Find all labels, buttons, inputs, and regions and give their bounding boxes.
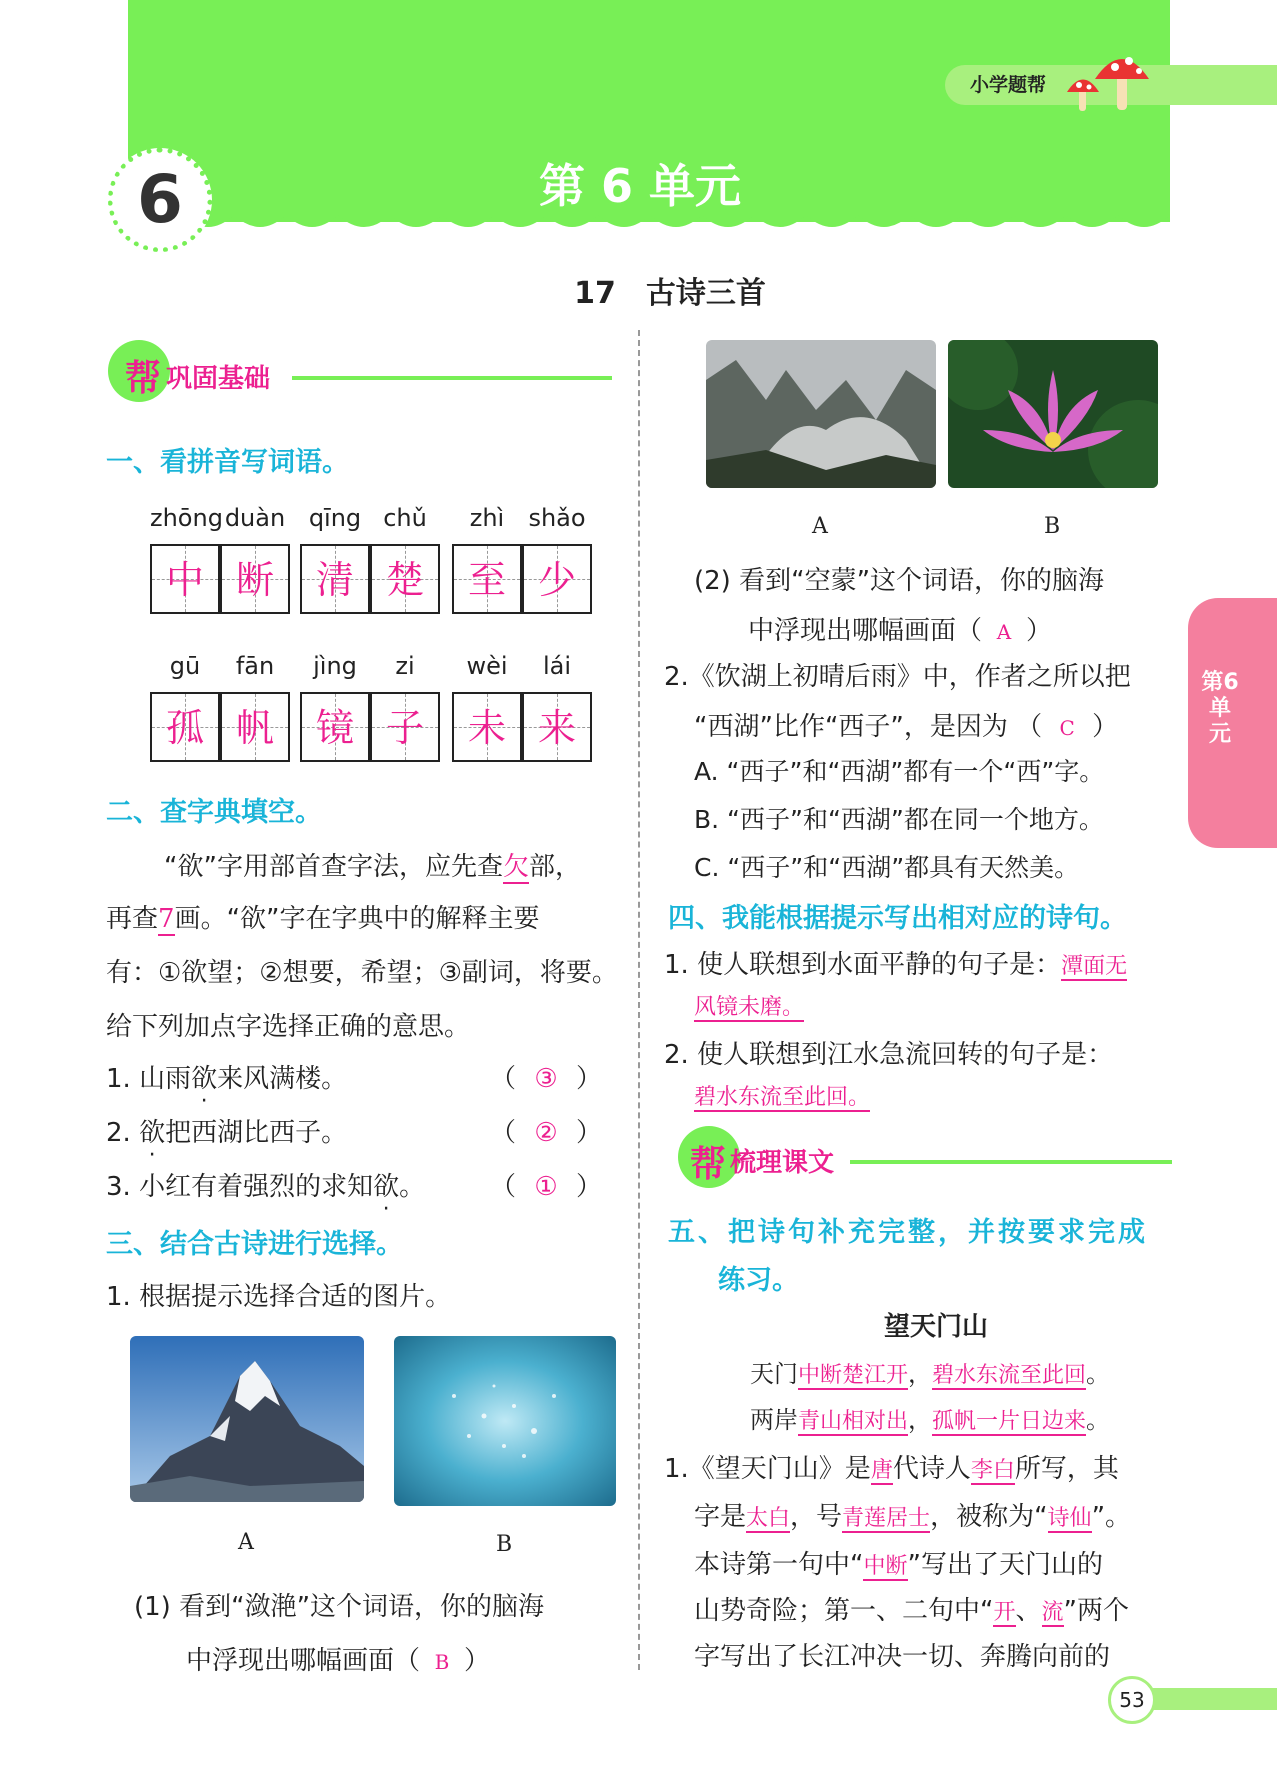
q5-s5: 字写出了长江冲决一切、奔腾向前的 xyxy=(694,1642,1111,1672)
lotus-photo xyxy=(948,340,1158,488)
q2-answer-bracket: （ ① ） xyxy=(490,1172,603,1202)
answer-char: 至 xyxy=(467,558,506,602)
q2-line2: 再查7画。“欲”字在字典中的解释主要 xyxy=(106,904,540,934)
q2-answer-bracket: （ ③ ） xyxy=(490,1064,603,1094)
bang-char: 帮 xyxy=(125,358,162,399)
section-line xyxy=(292,376,612,380)
pinyin-label: zhōng xyxy=(150,504,223,532)
unit-side-tab-text: 第6单元 xyxy=(1201,670,1239,747)
q1-heading: 一、看拼音写词语。 xyxy=(106,447,349,478)
q5-s2: 字是太白，号青莲居士，被称为“诗仙”。 xyxy=(694,1502,1132,1532)
q2-line1: “欲”字用部首查字法，应先查欠部， xyxy=(164,852,581,882)
q2-line3: 有：①欲望；②想要，希望；③副词，将要。 xyxy=(106,958,618,988)
q3-2-line1: (2) 看到“空蒙”这个词语，你的脑海 xyxy=(694,566,1105,596)
answer-zi: 太白 xyxy=(746,1506,791,1531)
section-line-2 xyxy=(850,1160,1172,1164)
q5-s1: 1.《望天门山》是唐代诗人李白所写，其 xyxy=(664,1454,1119,1484)
water-photo xyxy=(394,1336,616,1506)
q2-item: 2. 欲把西湖比西子。 xyxy=(106,1118,348,1148)
poem-line-1: 天门中断楚江开，碧水东流至此回。 xyxy=(750,1360,1111,1388)
q2-answer-bracket: （ ② ） xyxy=(490,1118,603,1148)
q3-sub1: 1. 根据提示选择合适的图片。 xyxy=(106,1282,452,1312)
q3-heading: 三、结合古诗进行选择。 xyxy=(106,1229,403,1260)
answer-strokes: 7 xyxy=(158,904,175,934)
image-label-b: B xyxy=(496,1532,513,1557)
q3-p2-line1: 2.《饮湖上初晴后雨》中，作者之所以把 xyxy=(664,662,1131,692)
option-a: A. “西子”和“西湖”都有一个“西”字。 xyxy=(694,757,1105,786)
q3-2-line2: 中浮现出哪幅画面（ A ） xyxy=(748,616,1053,646)
q2-line4: 给下列加点字选择正确的意思。 xyxy=(106,1012,471,1042)
answer-char: 帆 xyxy=(235,706,274,750)
writing-grid-cell xyxy=(300,544,370,614)
pinyin-label: fān xyxy=(235,652,275,680)
writing-grid-cell xyxy=(220,692,290,762)
pinyin-label: zhì xyxy=(469,504,505,532)
answer-poem-2a: 青山相对出 xyxy=(798,1409,909,1434)
column-divider xyxy=(638,330,640,1670)
answer-char: 中 xyxy=(165,558,204,602)
answer-liu: 流 xyxy=(1041,1600,1064,1625)
answer-poem-1b: 碧水东流至此回 xyxy=(932,1363,1087,1388)
dotted-char: 欲 xyxy=(191,1064,218,1094)
writing-grid-cell xyxy=(300,692,370,762)
answer-char: 来 xyxy=(537,706,576,750)
answer-title: 诗仙 xyxy=(1047,1506,1092,1531)
poem-line-2: 两岸青山相对出，孤帆一片日边来。 xyxy=(750,1406,1111,1434)
q4-item2-cont xyxy=(694,1080,870,1111)
pinyin-label: zi xyxy=(395,652,415,680)
q4-item1: 1. 使人联想到水面平静的句子是：潭面无 xyxy=(664,950,1128,980)
answer-poem-2b: 孤帆一片日边来 xyxy=(932,1409,1087,1434)
answer-char: 孤 xyxy=(165,706,204,750)
pinyin-label: gū xyxy=(169,652,201,680)
writing-grid-cell xyxy=(370,544,440,614)
answer-radical: 欠 xyxy=(502,852,529,882)
q4-item2: 2. 使人联想到江水急流回转的句子是： xyxy=(664,1040,1114,1070)
answer-q4-1b: 风镜未磨。 xyxy=(694,995,805,1020)
unit-title: 第 6 单元 xyxy=(538,159,742,213)
bang-char-2: 帮 xyxy=(690,1144,727,1185)
answer-char: 子 xyxy=(385,706,424,750)
writing-grid-cell xyxy=(220,544,290,614)
answer-q3-p2: C xyxy=(1059,716,1075,740)
answer-zhongduan: 中断 xyxy=(863,1554,908,1579)
answer-dynasty: 唐 xyxy=(870,1458,893,1483)
image-label-b2: B xyxy=(1044,514,1061,539)
q2-item: 1. 山雨欲来风满楼。 xyxy=(106,1064,348,1094)
mountain-photo xyxy=(130,1336,364,1502)
section-label: 巩固基础 xyxy=(166,364,271,394)
page-number: 53 xyxy=(1108,1676,1156,1724)
dotted-char: 欲 xyxy=(373,1172,400,1202)
q2-item: 3. 小红有着强烈的求知欲。 xyxy=(106,1172,426,1202)
option-b: B. “西子”和“西湖”都在同一个地方。 xyxy=(694,805,1104,834)
misty-mountain-photo xyxy=(706,340,936,488)
writing-grid-cell xyxy=(150,692,220,762)
q5-s3: 本诗第一句中“中断”写出了天门山的 xyxy=(694,1550,1103,1580)
image-label-a2: A xyxy=(812,514,828,539)
option-c: C. “西子”和“西湖”都具有天然美。 xyxy=(694,853,1080,882)
unit-number: 6 xyxy=(137,161,183,238)
pinyin-label: shǎo xyxy=(528,504,586,532)
image-label-a: A xyxy=(238,1530,254,1555)
answer-meaning: ② xyxy=(534,1118,558,1148)
writing-grid-cell xyxy=(522,544,592,614)
q5-s4: 山势奇险；第一、二句中“开、流”两个 xyxy=(694,1596,1130,1626)
pinyin-label: wèi xyxy=(466,652,508,680)
dotted-char: 欲 xyxy=(139,1118,166,1148)
answer-char: 镜 xyxy=(315,706,354,750)
answer-char: 少 xyxy=(537,558,576,602)
answer-q3-1: B xyxy=(434,1650,450,1674)
answer-meaning: ① xyxy=(534,1172,558,1202)
brand-name: 小学题帮 xyxy=(970,74,1047,96)
writing-grid-cell xyxy=(370,692,440,762)
writing-grid-cell xyxy=(150,544,220,614)
pinyin-label: jìng xyxy=(313,652,357,680)
answer-q4-1a: 潭面无 xyxy=(1061,954,1128,979)
writing-grid-cell xyxy=(522,692,592,762)
q3-p2-line2: “西湖”比作“西子”，是因为 （ C ） xyxy=(694,712,1119,742)
q3-1-line2: 中浮现出哪幅画面（ B ） xyxy=(186,1646,491,1676)
lesson-title: 17 古诗三首 xyxy=(574,276,766,311)
q5-heading-2: 练习。 xyxy=(718,1265,799,1296)
q5-heading-1: 五、把诗句补充完整，并按要求完成 xyxy=(668,1217,1148,1248)
answer-kai: 开 xyxy=(993,1600,1016,1625)
q2-heading: 二、查字典填空。 xyxy=(106,797,322,828)
answer-hao: 青莲居士 xyxy=(842,1506,931,1531)
answer-char: 楚 xyxy=(385,558,424,602)
writing-grid-cell xyxy=(452,692,522,762)
answer-char: 断 xyxy=(235,558,274,602)
answer-char: 未 xyxy=(467,706,506,750)
mushroom-icon xyxy=(1065,45,1150,115)
q4-heading: 四、我能根据提示写出相对应的诗句。 xyxy=(668,903,1127,934)
answer-poem-1a: 中断楚江开 xyxy=(798,1363,909,1388)
q3-1-line1: (1) 看到“潋滟”这个词语，你的脑海 xyxy=(134,1592,545,1622)
answer-q4-2: 碧水东流至此回。 xyxy=(694,1085,871,1110)
pinyin-label: lái xyxy=(542,652,572,680)
pinyin-label: qīng xyxy=(308,504,362,532)
answer-meaning: ③ xyxy=(534,1064,558,1094)
writing-grid-cell xyxy=(452,544,522,614)
pinyin-label: duàn xyxy=(224,504,286,532)
section-label-2: 梳理课文 xyxy=(730,1148,835,1178)
answer-q3-2: A xyxy=(996,620,1012,644)
poem-title: 望天门山 xyxy=(884,1312,989,1342)
answer-poet: 李白 xyxy=(970,1458,1015,1483)
pinyin-label: chǔ xyxy=(383,504,427,532)
q4-item1-cont xyxy=(694,990,804,1021)
answer-char: 清 xyxy=(315,558,354,602)
